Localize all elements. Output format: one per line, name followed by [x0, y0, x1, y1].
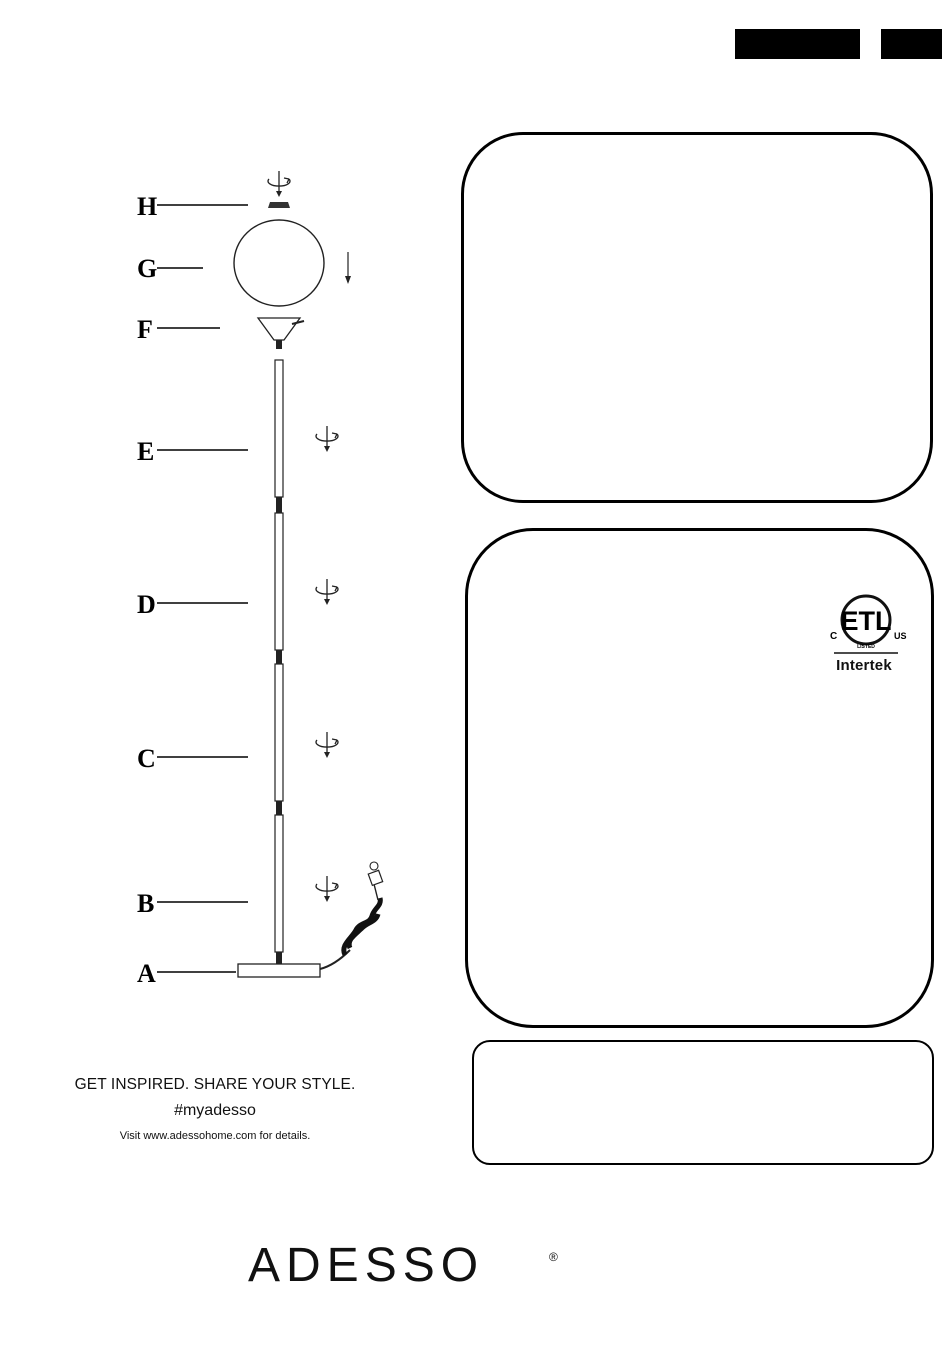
promo-visit-text: Visit www.adessohome.com for details. [119, 1130, 311, 1142]
part-letter-c: C [137, 744, 156, 773]
power-cord-part [320, 862, 383, 969]
rotate-arrow-icon [316, 426, 338, 452]
instructions-panel-top [461, 132, 933, 503]
part-label-c [137, 744, 248, 773]
part-letter-h: H [137, 192, 158, 221]
part-label-h [137, 192, 248, 221]
svg-text:US: US [894, 631, 907, 641]
part-label-e [137, 437, 248, 466]
header-black-box [735, 29, 860, 59]
globe-shade-part [234, 220, 351, 306]
certification-brand: Intertek [836, 657, 892, 674]
part-letter-d: D [137, 590, 156, 619]
part-letter-f: F [137, 315, 153, 344]
pole-c-part [275, 664, 338, 815]
svg-text:LISTED: LISTED [857, 644, 875, 650]
part-letter-g: G [137, 254, 158, 283]
part-label-f [137, 315, 220, 344]
part-label-b [137, 889, 248, 918]
pole-e-part [275, 360, 338, 513]
pole-b-part [275, 815, 338, 964]
rotate-arrow-icon [268, 171, 290, 197]
part-letter-e: E [137, 437, 155, 466]
lamp-assembly-diagram [0, 0, 460, 1040]
pole-d-part [275, 513, 338, 664]
rotate-arrow-icon [316, 732, 338, 758]
promo-tagline: GET INSPIRED. SHARE YOUR STYLE. [74, 1076, 356, 1093]
part-label-a [137, 959, 236, 988]
brand-logo: ADESSO [248, 1239, 485, 1292]
registered-mark: ® [549, 1250, 558, 1264]
svg-text:ETL: ETL [840, 606, 892, 636]
svg-text:C: C [830, 631, 838, 642]
part-label-g [137, 254, 203, 283]
shade-holder-part [258, 318, 304, 349]
promo-hashtag: #myadesso [174, 1102, 256, 1119]
instructions-panel-bottom [472, 1040, 934, 1165]
finial-part [268, 171, 290, 208]
rotate-arrow-icon [316, 876, 338, 902]
promo-block [40, 1076, 390, 1142]
part-letter-b: B [137, 889, 155, 918]
part-label-d [137, 590, 248, 619]
header-black-box-small [881, 29, 942, 59]
part-letter-a: A [137, 959, 156, 988]
base-part [238, 964, 320, 977]
rotate-arrow-icon [316, 579, 338, 605]
plug-icon [370, 862, 378, 870]
